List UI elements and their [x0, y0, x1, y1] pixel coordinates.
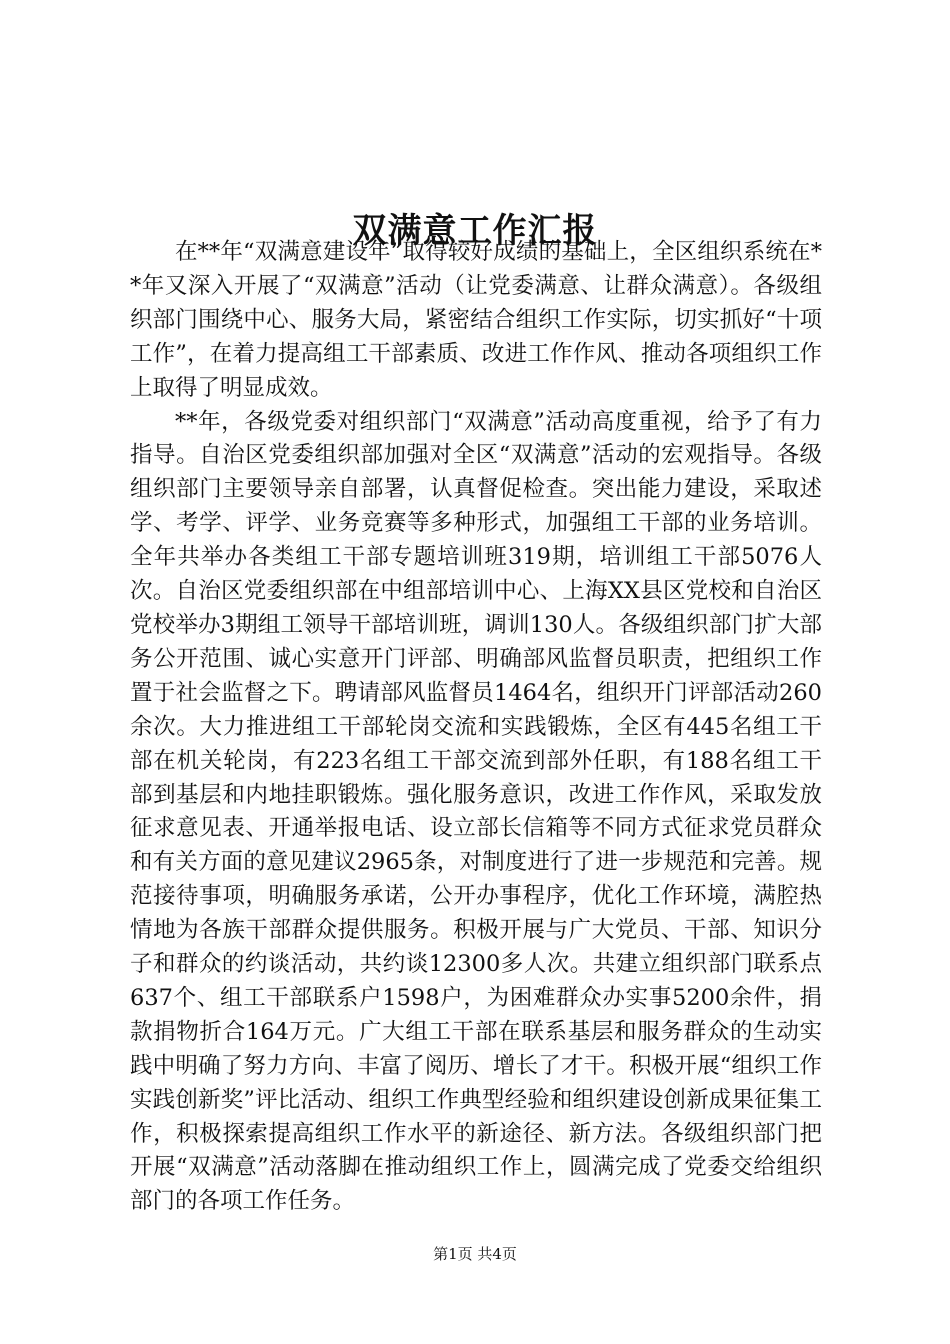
document-title: 双满意工作汇报 — [352, 210, 598, 251]
document-body — [130, 236, 822, 1219]
paragraph-details: **年，各级党委对组织部门“双满意”活动高度重视，给予了有力指导。自治区党委组织部加强对全区“双满意”活动的宏观指导。各级组织部门主要领导亲自部署，认真督促检查。突出能力建设，采取述学、考学、评学、业务竞赛等多种形式，加强组工干部的业务培训。全年共举办各类组工干部专题培训班319期，培训组工干部5076人次。自治区党委组织部在中组部培训中心、上海XX县区党校和自治区党校举办3期组工领导干部培训班，调训130人。各级组织部门扩大部务公开范围、诚心实意开门评部、明确部风监督员职责，把组织工作置于社会监督之下。聘请部风监督员1464名，组织开门评部活动260余次。大力推进组工干部轮岗交流和实践锻炼，全区有445名组工干部在机关轮岗，有223名组工干部交流到部外任职，有188名组工干部到基层和内地挂职锻炼。强化服务意识，改进工作作风，采取发放征求意见表、开通举报电话、设立部长信箱等不同方式征求党员群众和有关方面的意见建议2965条，对制度进行了进一步规范和完善。规范接待事项，明确服务承诺，公开办事程序，优化工作环境，满腔热情地为各族干部群众提供服务。积极开展与广大党员、干部、知识分子和群众的约谈活动，共约谈12300多人次。共建立组织部门联系点637个、组工干部联系户1598户，为困难群众办实事5200余件，捐款捐物折合164万元。广大组工干部在联系基层和服务群众的生动实践中明确了努力方向、丰富了阅历、增长了才干。积极开展“组织工作实践创新奖”评比活动、组织工作典型经验和组织建设创新成果征集工作，积极探索提高组织工作水平的新途径、新方法。各级组织部门把开展“双满意”活动落脚在推动组织工作上，圆满完成了党委交给组织部门的各项工作任务。 — [130, 408, 822, 1215]
paragraph-intro: 在**年“双满意建设年”取得较好成绩的基础上，全区组织系统在**年又深入开展了“双满意”活动（让党委满意、让群众满意）。各级组织部门围绕中心、服务大局，紧密结合组织工作实际，切实抓好“十项工作”，在着力提高组工干部素质、改进工作作风、推动各项组织工作上取得了明显成效。 — [130, 239, 822, 401]
page-number-footer: 第1页 共4页 — [433, 1245, 517, 1263]
